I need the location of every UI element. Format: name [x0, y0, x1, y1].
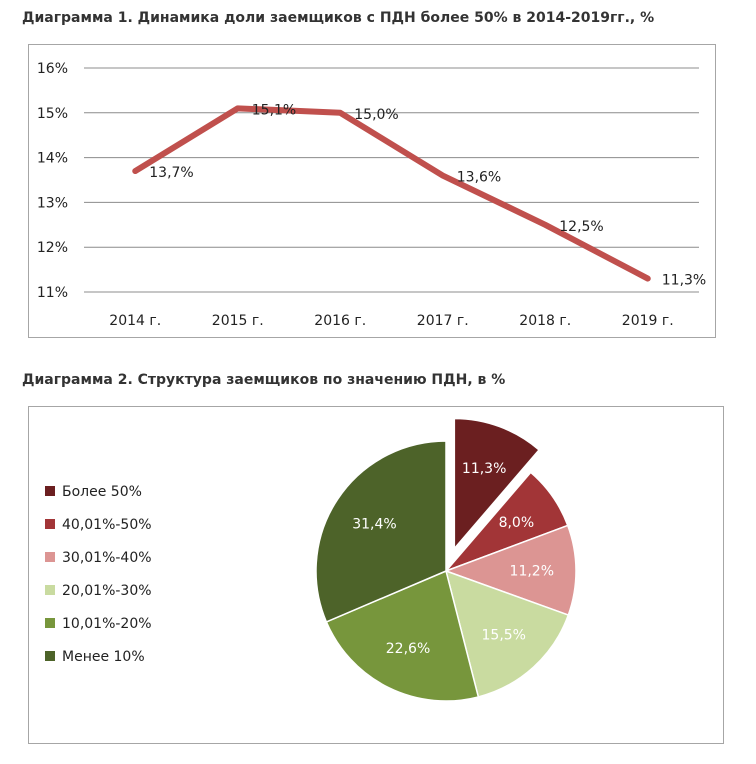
legend-swatch [45, 618, 55, 628]
x-tick-label: 2019 г. [621, 313, 674, 329]
legend-label: 20,01%-30% [62, 583, 152, 599]
legend-swatch [45, 519, 55, 529]
x-tick-label: 2015 г. [211, 313, 264, 329]
y-tick-label: 13% [36, 195, 68, 212]
y-tick-label: 15% [36, 105, 68, 122]
y-tick-label: 11% [36, 285, 68, 301]
slice-label: 31,4% [352, 516, 397, 533]
data-label: 13,6% [456, 169, 502, 186]
slice-label: 15,5% [481, 627, 526, 644]
x-tick-label: 2016 г. [314, 313, 367, 329]
slice-label: 22,6% [385, 640, 431, 657]
data-label: 11,3% [661, 272, 707, 289]
legend-swatch [45, 486, 55, 496]
legend-label: 10,01%-20% [62, 616, 152, 632]
line-chart [29, 45, 715, 337]
x-tick-label: 2014 г. [109, 313, 162, 329]
legend-label: Более 50% [62, 484, 142, 500]
y-tick-label: 14% [36, 150, 68, 167]
data-label: 15,1% [251, 102, 297, 119]
legend-swatch [45, 651, 55, 661]
pie-chart-panel [28, 406, 724, 744]
x-tick-label: 2017 г. [416, 313, 469, 329]
slice-label: 11,3% [461, 461, 507, 478]
slice-label: 8,0% [498, 514, 535, 531]
legend-swatch [45, 585, 55, 595]
line-chart-title: Диаграмма 1. Динамика доли заемщиков с ПДН более 50% в 2014-2019гг., % [22, 10, 655, 26]
data-label: 13,7% [149, 165, 194, 182]
series-line [135, 108, 648, 278]
slice-label: 11,2% [509, 563, 555, 580]
line-chart-panel [28, 44, 716, 338]
pie-chart [29, 407, 723, 743]
y-tick-label: 16% [36, 61, 68, 77]
data-label: 12,5% [559, 218, 604, 235]
y-tick-label: 12% [36, 240, 68, 257]
data-label: 15,0% [354, 106, 399, 123]
x-tick-label: 2018 г. [519, 313, 572, 329]
legend-label: 40,01%-50% [62, 517, 152, 533]
legend-label: Менее 10% [62, 649, 145, 665]
pie-chart-title: Диаграмма 2. Структура заемщиков по значению ПДН, в % [22, 372, 506, 388]
legend-label: 30,01%-40% [62, 550, 152, 566]
legend-swatch [45, 552, 55, 562]
